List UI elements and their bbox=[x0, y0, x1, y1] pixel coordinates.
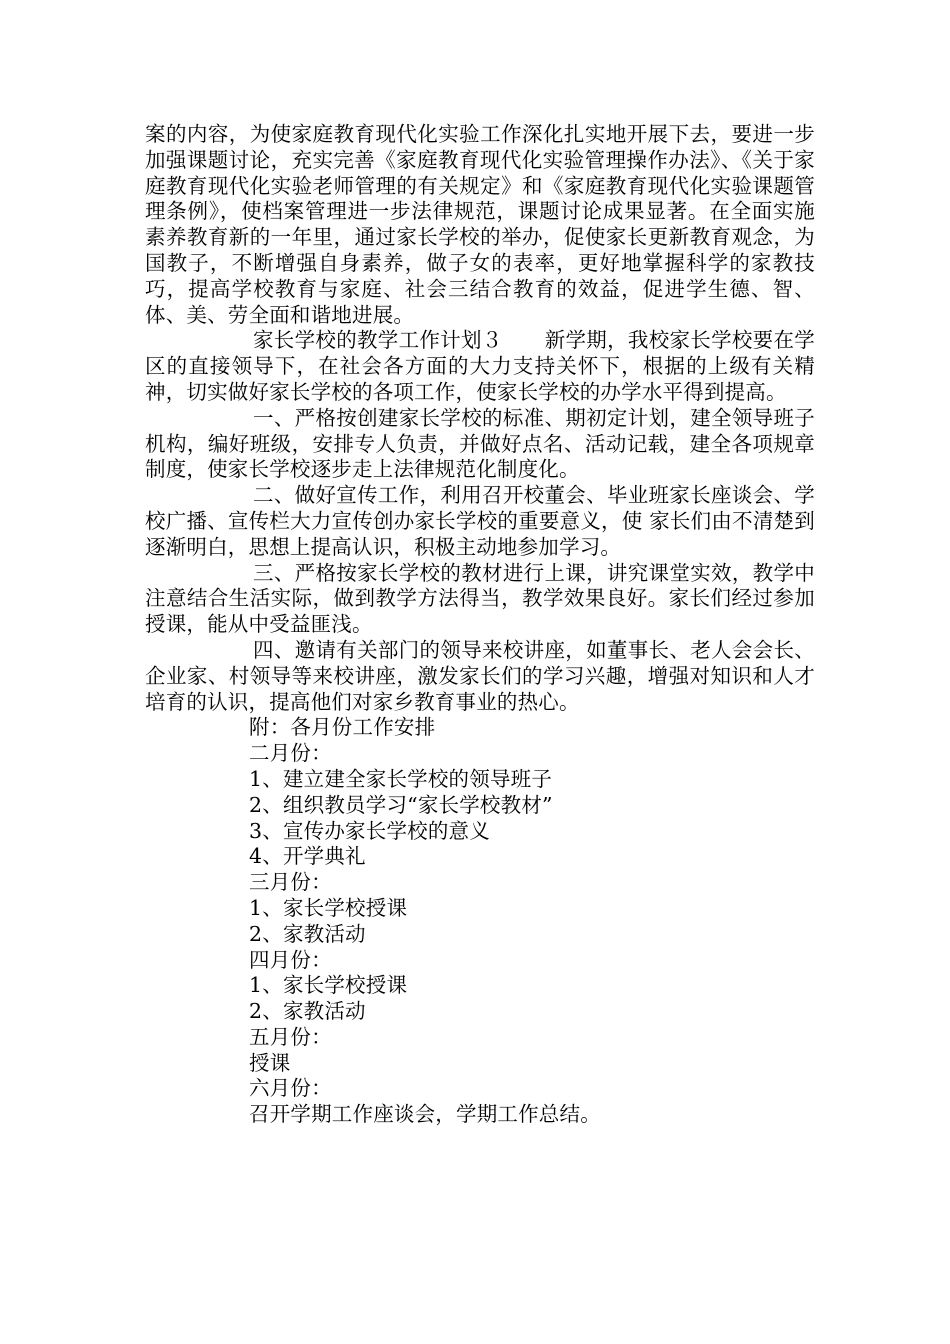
schedule-item: 1、家长学校授课 bbox=[249, 973, 408, 998]
month-heading-jun: 六月份： bbox=[249, 1076, 332, 1101]
schedule-item: 1、建立建全家长学校的领导班子 bbox=[249, 766, 553, 791]
schedule-title: 附：各月份工作安排 bbox=[249, 715, 436, 740]
plan-item-2: 二、做好宣传工作，利用召开校董会、毕业班家长座谈会、学校广播、宣传栏大力宣传创办家长学校的重要意义，使 家长们由不清楚到逐渐明白，思想上提高认识，积极主动地参加学习。 bbox=[145, 483, 815, 559]
plan-item-4: 四、邀请有关部门的领导来校讲座，如董事长、老人会会长、企业家、村领导等来校讲座，激发家长们的学习兴趣，增强对知识和人才培育的认识，提高他们对家乡教育事业的热心。 bbox=[145, 637, 815, 714]
schedule-item: 2、组织教员学习“家长学校教材” bbox=[249, 792, 553, 817]
month-heading-may: 五月份： bbox=[249, 1024, 332, 1049]
month-heading-mar: 三月份： bbox=[249, 870, 332, 895]
schedule-item: 授课 bbox=[249, 1050, 291, 1075]
schedule-item: 召开学期工作座谈会，学期工作总结。 bbox=[249, 1102, 601, 1127]
section-paragraph bbox=[145, 328, 815, 405]
schedule-item: 4、开学典礼 bbox=[249, 844, 366, 869]
plan-item-1: 一、严格按创建家长学校的标准、期初定计划，建全领导班子机构，编好班级，安排专人负责，并做好点名、活动记载，建全各项规章制度，使家长学校逐步走上法律规范化制度化。 bbox=[145, 405, 815, 482]
section-title: 家长学校的教学工作计划３ bbox=[253, 328, 503, 353]
monthly-schedule bbox=[145, 715, 815, 1128]
intro-paragraph: 案的内容，为使家庭教育现代化实验工作深化扎实地开展下去，要进一步加强课题讨论，充实完善《家庭教育现代化实验管理操作办法》、《关于家庭教育现代化实验老师管理的有关规定》和《家庭教育现代化实验课题管理条例》，使档案管理进一步法律规范，课题讨论成果显著。在全面实施素养教育新的一年里，通过家长学校的举办，促使家长更新教育观念，为国教子，不断增强自身素养，做子女的表率，更好地掌握科学的家教技巧，提高学校教育与家庭、社会三结合教育的效益，促进学生德、智、体、美、劳全面和谐地进展。 bbox=[145, 122, 815, 327]
month-heading-feb: 二月份： bbox=[249, 741, 332, 766]
schedule-item: 2、家教活动 bbox=[249, 999, 366, 1024]
schedule-item: 3、宣传办家长学校的意义 bbox=[249, 818, 490, 843]
section-lead: 新学期，我校家长学校要在学区的直接领导下，在社会各方面的大力支持关怀下，根据的上级有关精神，切实做好家长学校的各项工作，使家长学校的办学水平得到提高。 bbox=[145, 328, 815, 404]
plan-item-3: 三、严格按家长学校的教材进行上课，讲究课堂实效，教学中注意结合生活实际，做到教学方法得当，教学效果良好。家长们经过参加授课，能从中受益匪浅。 bbox=[145, 560, 815, 637]
schedule-item: 2、家教活动 bbox=[249, 921, 366, 946]
document-body bbox=[145, 122, 815, 1128]
month-heading-apr: 四月份： bbox=[249, 947, 332, 972]
schedule-item: 1、家长学校授课 bbox=[249, 895, 408, 920]
